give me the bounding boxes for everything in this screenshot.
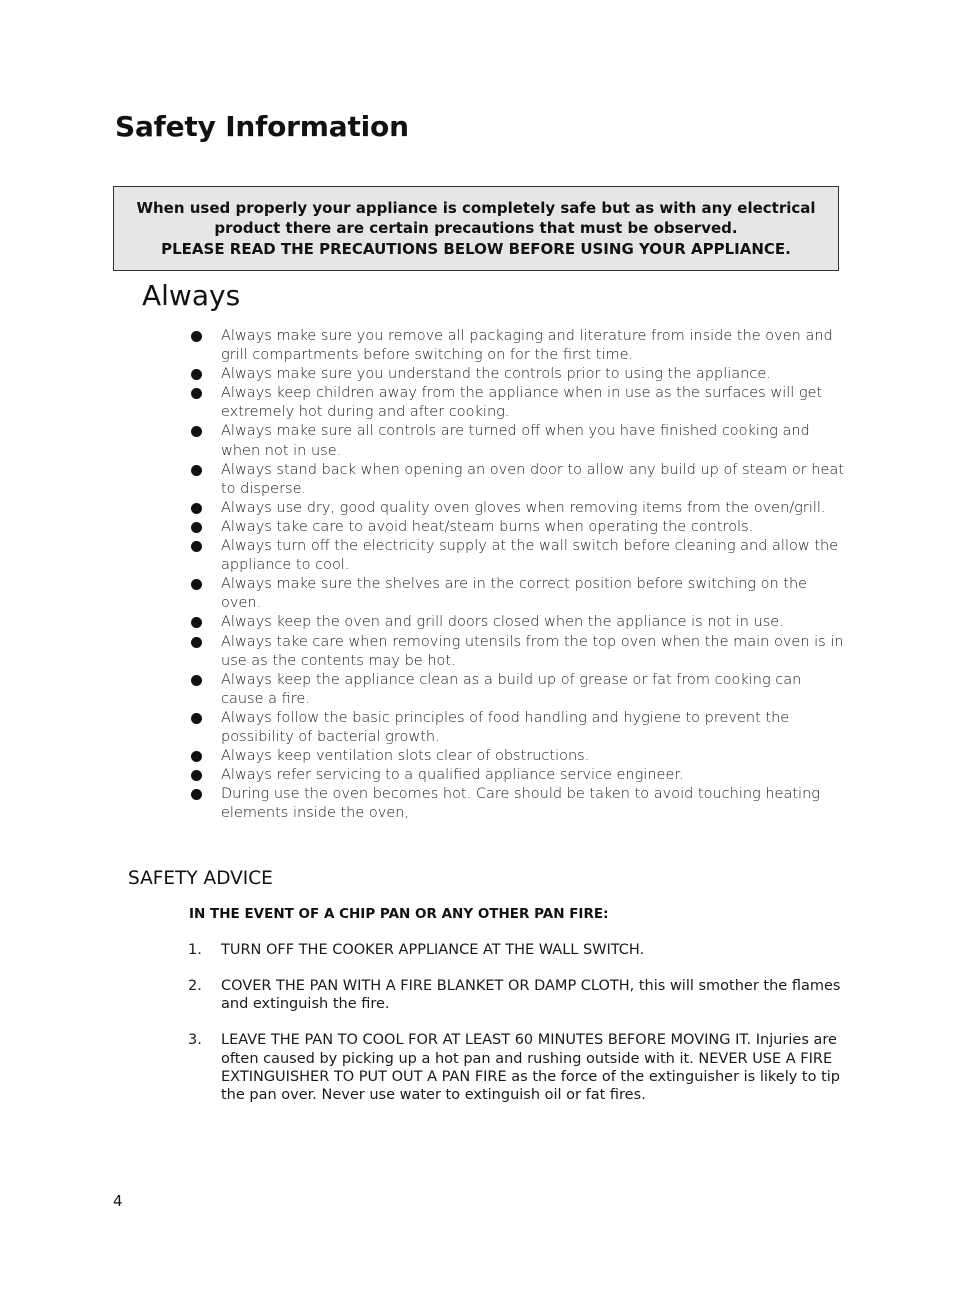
list-item-text: Always follow the basic principles of food handling and hygiene to prevent the possibility of bacterial growth. (221, 709, 790, 745)
always-section-title: Always (142, 279, 241, 312)
always-precautions-list (188, 327, 848, 823)
bullet-icon (191, 713, 202, 724)
notice-line-3: PLEASE READ THE PRECAUTIONS BELOW BEFORE USING YOUR APPLIANCE. (161, 239, 791, 258)
bullet-icon (191, 770, 202, 781)
notice-line-2: product there are certain precautions that must be observed. (214, 219, 738, 238)
list-item-text: Always turn off the electricity supply at the wall switch before cleaning and allow the appliance to cool. (221, 538, 839, 574)
step-item (188, 977, 848, 1014)
list-item-text: Always make sure you understand the controls prior to using the appliance. (221, 366, 771, 383)
page-number: 4 (113, 1192, 123, 1210)
bullet-icon (191, 541, 202, 552)
bullet-icon (191, 675, 202, 686)
list-item-text: During use the oven becomes hot. Care should be taken to avoid touching heating elements inside the oven, (221, 786, 820, 822)
list-item (188, 422, 848, 460)
safety-notice-box (113, 186, 839, 271)
step-text: COVER THE PAN WITH A FIRE BLANKET OR DAMP CLOTH, this will smother the flames and extinguish the fire. (221, 977, 841, 1013)
step-item (188, 941, 848, 959)
bullet-icon (191, 751, 202, 762)
list-item (188, 766, 848, 785)
list-item-text: Always make sure the shelves are in the correct position before switching on the oven. (221, 576, 808, 612)
bullet-icon (191, 579, 202, 590)
step-number: 2. (188, 977, 202, 994)
bullet-icon (191, 617, 202, 628)
list-item (188, 747, 848, 766)
bullet-icon (191, 388, 202, 399)
pan-fire-subtitle: IN THE EVENT OF A CHIP PAN OR ANY OTHER PAN FIRE: (189, 906, 609, 922)
list-item-text: Always make sure you remove all packaging and literature from inside the oven and grill compartments before switching on for the first time. (221, 328, 833, 364)
list-item-text: Always keep the appliance clean as a build up of grease or fat from cooking can cause a fire. (221, 671, 802, 707)
page-title: Safety Information (115, 110, 409, 143)
list-item (188, 709, 848, 747)
list-item (188, 785, 848, 823)
bullet-icon (191, 426, 202, 437)
bullet-icon (191, 522, 202, 533)
bullet-icon (191, 789, 202, 800)
list-item (188, 671, 848, 709)
bullet-icon (191, 503, 202, 514)
bullet-icon (191, 637, 202, 648)
step-text: TURN OFF THE COOKER APPLIANCE AT THE WALL SWITCH. (221, 942, 645, 958)
safety-advice-title: SAFETY ADVICE (128, 868, 273, 889)
list-item-text: Always keep ventilation slots clear of obstructions. (221, 748, 590, 765)
list-item (188, 518, 848, 537)
list-item-text: Always take care to avoid heat/steam burns when operating the controls. (221, 518, 754, 535)
list-item (188, 327, 848, 365)
bullet-icon (191, 465, 202, 476)
list-item (188, 537, 848, 575)
bullet-icon (191, 331, 202, 342)
list-item-text: Always keep the oven and grill doors closed when the appliance is not in use. (221, 614, 784, 631)
pan-fire-steps (188, 941, 848, 1122)
list-item (188, 461, 848, 499)
step-number: 1. (188, 942, 202, 958)
list-item (188, 499, 848, 518)
step-item (188, 1031, 848, 1105)
list-item-text: Always keep children away from the appliance when in use as the surfaces will get extremely hot during and after cooking. (221, 385, 823, 421)
notice-line-1: When used properly your appliance is completely safe but as with any electrical (136, 198, 816, 217)
step-number: 3. (188, 1032, 202, 1049)
step-text: LEAVE THE PAN TO COOL FOR AT LEAST 60 MINUTES BEFORE MOVING IT. Injuries are often caused by picking up a hot pan and rushing outside with it. NEVER USE A FIRE EXTINGUISHER TO PUT OUT A PAN FIRE as the force of the extinguisher is likely to tip the pan over. Never use water to extinguish oil or fat fires. (221, 1032, 841, 1104)
list-item (188, 575, 848, 613)
list-item-text: Always stand back when opening an oven door to allow any build up of steam or heat to disperse. (221, 461, 844, 497)
list-item-text: Always use dry, good quality oven gloves when removing items from the oven/grill. (221, 499, 826, 516)
list-item (188, 613, 848, 632)
list-item (188, 365, 848, 384)
list-item-text: Always take care when removing utensils from the top oven when the main oven is in use as the contents may be hot. (221, 633, 844, 669)
list-item (188, 384, 848, 422)
list-item-text: Always refer servicing to a qualified appliance service engineer. (221, 767, 684, 784)
list-item-text: Always make sure all controls are turned off when you have finished cooking and when not in use. (221, 423, 810, 459)
list-item (188, 633, 848, 671)
bullet-icon (191, 369, 202, 380)
